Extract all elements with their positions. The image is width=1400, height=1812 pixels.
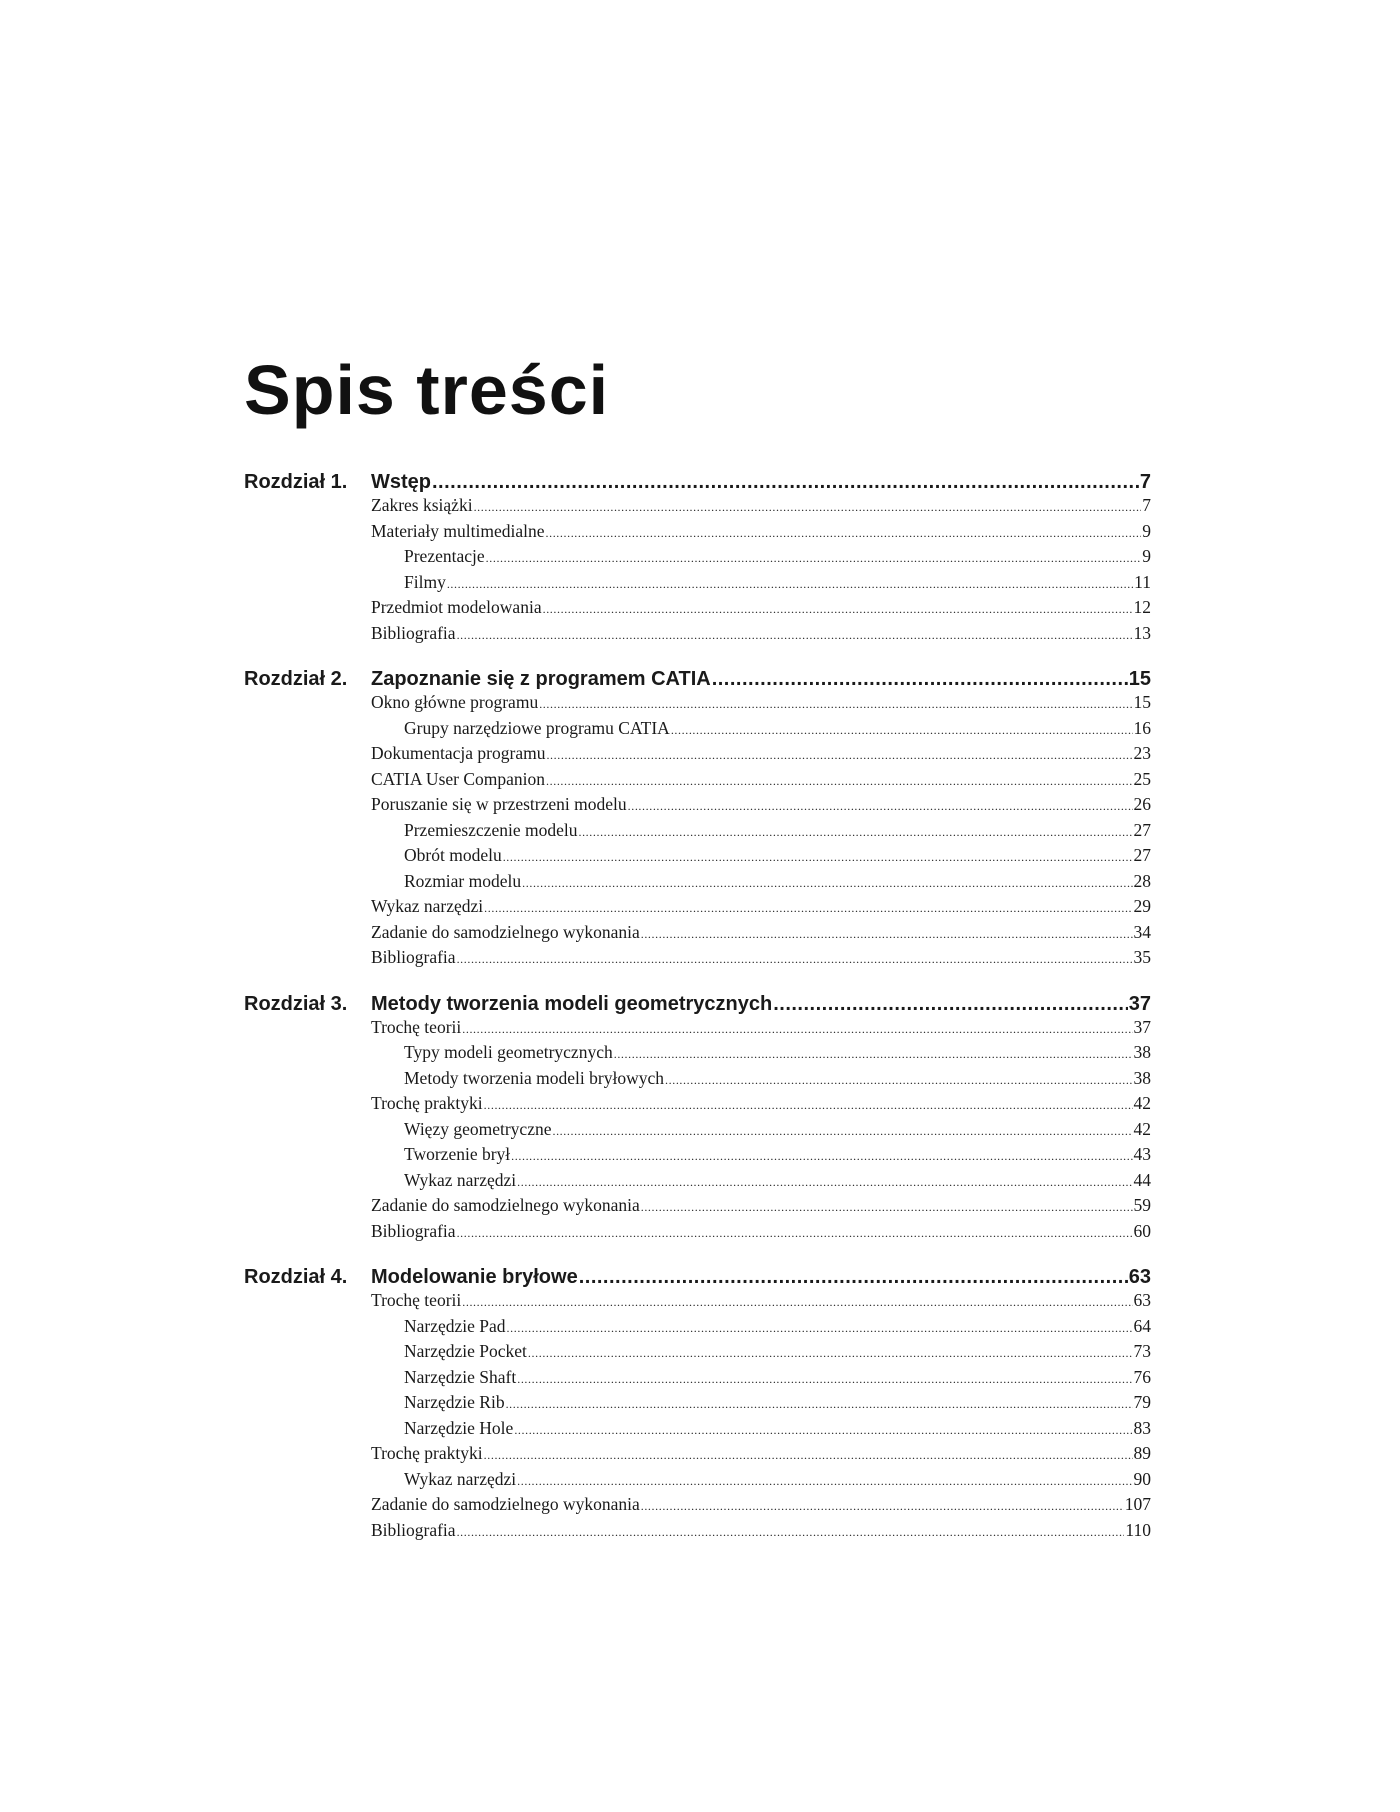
entry-title: Bibliografia: [371, 947, 456, 967]
chapter-entries: [371, 992, 1151, 1246]
section-entry[interactable]: [371, 622, 1151, 648]
entry-title: Typy modeli geometrycznych: [404, 1042, 613, 1062]
chapter-title-row[interactable]: [371, 992, 1151, 1016]
entry-title: Przemieszczenie modelu: [404, 819, 578, 840]
dot-leader: [462, 1291, 1132, 1315]
dot-leader: [484, 1444, 1133, 1468]
section-entry[interactable]: [371, 895, 1151, 921]
chapter-title: Modelowanie bryłowe: [371, 1266, 578, 1288]
subsection-entry[interactable]: [371, 1391, 1151, 1417]
entry-page-number: 42: [1133, 1093, 1151, 1113]
dot-leader: [614, 1043, 1133, 1067]
chapter-page-number: 63: [1128, 1266, 1151, 1288]
entry-page-number: 11: [1134, 571, 1151, 592]
section-entry[interactable]: [371, 1220, 1151, 1246]
entry-title: Materiały multimedialne: [371, 520, 545, 541]
dot-leader: [539, 693, 1132, 717]
table-of-contents: [244, 470, 1151, 1564]
dot-leader: [432, 470, 1139, 494]
chapter-block: [244, 992, 1151, 1246]
entry-title: Bibliografia: [371, 1519, 456, 1540]
dot-leader: [517, 1470, 1132, 1494]
section-entry[interactable]: [371, 946, 1151, 972]
subsection-entry[interactable]: [371, 1417, 1151, 1443]
section-entry[interactable]: [371, 1493, 1151, 1519]
chapter-page-number: 15: [1128, 668, 1151, 690]
section-entry[interactable]: [371, 1442, 1151, 1468]
section-entry[interactable]: [371, 1289, 1151, 1315]
entry-page-number: 38: [1133, 1067, 1151, 1088]
entry-title: Przedmiot modelowania: [371, 597, 542, 617]
dot-leader: [507, 1317, 1133, 1341]
subsection-entry[interactable]: [371, 1041, 1151, 1067]
dot-leader: [543, 598, 1133, 622]
entry-page-number: 42: [1133, 1118, 1151, 1139]
dot-leader: [546, 744, 1132, 768]
dot-leader: [517, 1368, 1132, 1392]
dot-leader: [546, 770, 1132, 794]
page-title: Spis treści: [244, 351, 610, 429]
dot-leader: [514, 1419, 1132, 1443]
section-entry[interactable]: [371, 921, 1151, 947]
entry-title: Narzędzie Pocket: [404, 1341, 527, 1361]
chapter-title: Metody tworzenia modeli geometrycznych: [371, 992, 773, 1015]
dot-leader: [462, 1018, 1132, 1042]
entry-title: Bibliografia: [371, 622, 456, 643]
section-entry[interactable]: [371, 742, 1151, 768]
entry-page-number: 7: [1142, 495, 1151, 515]
dot-leader: [641, 923, 1133, 947]
entry-page-number: 44: [1133, 1169, 1151, 1190]
entry-page-number: 26: [1133, 794, 1151, 814]
dot-leader: [641, 1495, 1124, 1519]
section-entry[interactable]: [371, 1519, 1151, 1545]
entry-title: Rozmiar modelu: [404, 870, 522, 891]
section-entry[interactable]: [371, 691, 1151, 717]
entry-title: Grupy narzędziowe programu CATIA: [404, 717, 670, 738]
entry-page-number: 25: [1133, 768, 1151, 789]
entry-title: Narzędzie Hole: [404, 1417, 514, 1438]
entry-page-number: 59: [1133, 1195, 1151, 1215]
dot-leader: [484, 1094, 1133, 1118]
entry-page-number: 29: [1133, 896, 1151, 916]
dot-leader: [628, 795, 1133, 819]
dot-leader: [457, 1222, 1133, 1246]
entry-page-number: 60: [1133, 1220, 1151, 1241]
chapter-page-number: 37: [1128, 992, 1151, 1015]
chapter-block: [244, 1265, 1151, 1544]
entry-page-number: 9: [1142, 520, 1151, 541]
section-entry[interactable]: [371, 768, 1151, 794]
subsection-entry[interactable]: [371, 571, 1151, 597]
subsection-entry[interactable]: [371, 1169, 1151, 1195]
entry-page-number: 34: [1133, 921, 1151, 942]
subsection-entry[interactable]: [371, 1315, 1151, 1341]
entry-page-number: 76: [1133, 1366, 1151, 1387]
entry-title: Trochę praktyki: [371, 1443, 483, 1463]
chapter-number: Rozdział 2.: [244, 668, 348, 690]
entry-title: Zakres książki: [371, 495, 473, 515]
entry-page-number: 23: [1133, 743, 1151, 763]
subsection-entry[interactable]: [371, 844, 1151, 870]
dot-leader: [528, 1342, 1133, 1366]
entry-page-number: 27: [1133, 819, 1151, 840]
entry-title: Obrót modelu: [404, 845, 502, 865]
entry-page-number: 63: [1133, 1290, 1151, 1310]
entry-title: Trochę praktyki: [371, 1093, 483, 1113]
dot-leader: [522, 872, 1132, 896]
dot-leader: [506, 1393, 1133, 1417]
chapter-number: Rozdział 1.: [244, 471, 348, 493]
entry-title: Poruszanie się w przestrzeni modelu: [371, 794, 627, 814]
dot-leader: [546, 522, 1142, 546]
chapter-block: [244, 667, 1151, 972]
entry-title: Więzy geometryczne: [404, 1118, 552, 1139]
dot-leader: [578, 821, 1132, 845]
dot-leader: [447, 573, 1133, 597]
subsection-entry[interactable]: [371, 1366, 1151, 1392]
subsection-entry[interactable]: [371, 819, 1151, 845]
entry-page-number: 110: [1125, 1519, 1151, 1540]
entry-title: Zadanie do samodzielnego wykonania: [371, 921, 640, 942]
dot-leader: [671, 719, 1133, 743]
dot-leader: [457, 1521, 1125, 1545]
entry-page-number: 89: [1133, 1443, 1151, 1463]
dot-leader: [712, 667, 1128, 691]
entry-page-number: 90: [1133, 1468, 1151, 1489]
entry-page-number: 38: [1133, 1042, 1151, 1062]
entry-title: Tworzenie brył: [404, 1144, 511, 1164]
entry-page-number: 43: [1133, 1144, 1151, 1164]
subsection-entry[interactable]: [371, 1340, 1151, 1366]
chapter-number: Rozdział 4.: [244, 1266, 348, 1288]
dot-leader: [457, 948, 1133, 972]
entry-page-number: 35: [1133, 947, 1151, 967]
entry-title: Wykaz narzędzi: [404, 1169, 517, 1190]
entry-page-number: 12: [1133, 597, 1151, 617]
entry-page-number: 83: [1133, 1417, 1151, 1438]
dot-leader: [773, 992, 1128, 1016]
subsection-entry[interactable]: [371, 1143, 1151, 1169]
chapter-page-number: 7: [1139, 471, 1151, 493]
entry-page-number: 73: [1133, 1341, 1151, 1361]
dot-leader: [457, 624, 1133, 648]
entry-page-number: 16: [1133, 717, 1151, 738]
subsection-entry[interactable]: [371, 1067, 1151, 1093]
chapter-block: [244, 470, 1151, 647]
entry-page-number: 28: [1133, 870, 1151, 891]
section-entry[interactable]: [371, 1092, 1151, 1118]
section-entry[interactable]: [371, 596, 1151, 622]
entry-page-number: 37: [1133, 1016, 1151, 1037]
chapter-title: Zapoznanie się z programem CATIA: [371, 668, 711, 690]
entry-title: CATIA User Companion: [371, 768, 546, 789]
entry-title: Wykaz narzędzi: [371, 896, 484, 916]
entry-page-number: 27: [1133, 845, 1151, 865]
chapter-entries: [371, 470, 1151, 647]
entry-title: Wykaz narzędzi: [404, 1468, 517, 1489]
chapter-entries: [371, 667, 1151, 972]
section-entry[interactable]: [371, 1016, 1151, 1042]
section-entry[interactable]: [371, 520, 1151, 546]
dot-leader: [511, 1145, 1132, 1169]
subsection-entry[interactable]: [371, 1468, 1151, 1494]
dot-leader: [641, 1196, 1133, 1220]
entry-title: Zadanie do samodzielnego wykonania: [371, 1195, 640, 1215]
section-entry[interactable]: [371, 494, 1151, 520]
entry-title: Narzędzie Rib: [404, 1392, 505, 1412]
dot-leader: [579, 1265, 1128, 1289]
chapter-title-row[interactable]: [371, 1265, 1151, 1289]
chapter-title: Wstęp: [371, 471, 431, 493]
entry-title: Trochę teorii: [371, 1016, 462, 1037]
subsection-entry[interactable]: [371, 870, 1151, 896]
entry-title: Dokumentacja programu: [371, 743, 546, 763]
entry-title: Narzędzie Shaft: [404, 1366, 517, 1387]
dot-leader: [503, 846, 1133, 870]
dot-leader: [517, 1171, 1132, 1195]
subsection-entry[interactable]: [371, 1118, 1151, 1144]
subsection-entry[interactable]: [371, 545, 1151, 571]
entry-page-number: 15: [1133, 692, 1151, 712]
dot-leader: [552, 1120, 1132, 1144]
dot-leader: [665, 1069, 1132, 1093]
dot-leader: [474, 496, 1142, 520]
chapter-title-row[interactable]: [371, 470, 1151, 494]
section-entry[interactable]: [371, 1194, 1151, 1220]
entry-page-number: 79: [1133, 1392, 1151, 1412]
subsection-entry[interactable]: [371, 717, 1151, 743]
entry-title: Zadanie do samodzielnego wykonania: [371, 1494, 640, 1514]
entry-title: Filmy: [404, 571, 446, 592]
chapter-title-row[interactable]: [371, 667, 1151, 691]
dot-leader: [484, 897, 1132, 921]
entry-title: Bibliografia: [371, 1220, 456, 1241]
chapter-entries: [371, 1265, 1151, 1544]
entry-page-number: 13: [1133, 622, 1151, 643]
entry-page-number: 64: [1133, 1315, 1151, 1336]
section-entry[interactable]: [371, 793, 1151, 819]
entry-title: Okno główne programu: [371, 692, 539, 712]
entry-title: Trochę teorii: [371, 1290, 462, 1310]
entry-title: Metody tworzenia modeli bryłowych: [404, 1067, 665, 1088]
entry-page-number: 107: [1124, 1494, 1151, 1514]
entry-title: Narzędzie Pad: [404, 1315, 506, 1336]
chapter-number: Rozdział 3.: [244, 992, 348, 1015]
entry-title: Prezentacje: [404, 546, 485, 566]
entry-page-number: 9: [1142, 546, 1151, 566]
dot-leader: [486, 547, 1142, 571]
